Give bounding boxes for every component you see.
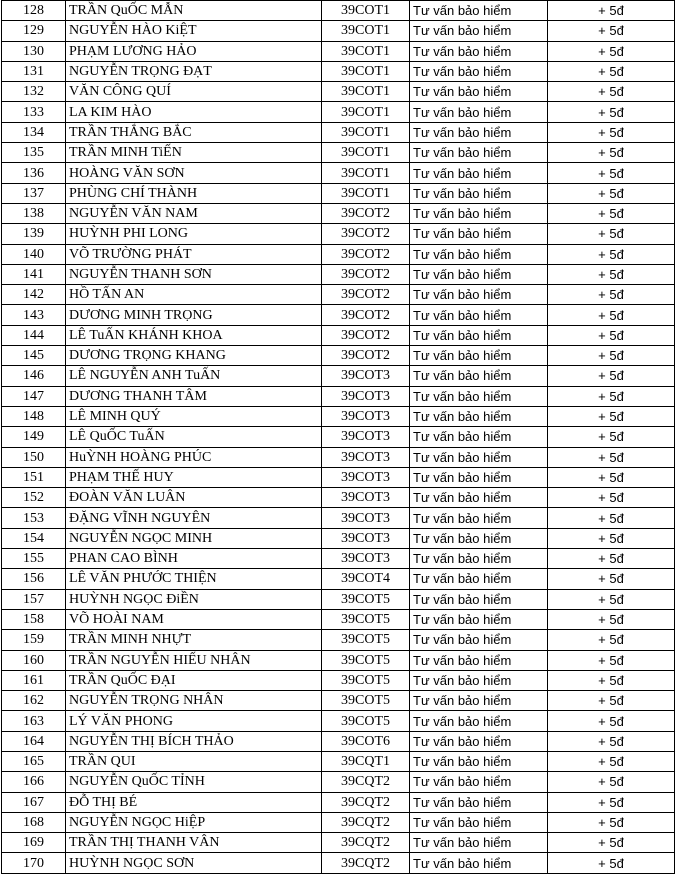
class-code-cell: 39COT3 [322, 447, 410, 467]
activity-cell: Tư vấn bảo hiểm [410, 305, 548, 325]
class-code-cell: 39COT1 [322, 143, 410, 163]
activity-cell: Tư vấn bảo hiểm [410, 386, 548, 406]
row-number-cell: 137 [2, 183, 66, 203]
class-code-cell: 39COT1 [322, 183, 410, 203]
row-number-cell: 136 [2, 163, 66, 183]
table-row [2, 427, 675, 447]
activity-cell: Tư vấn bảo hiểm [410, 163, 548, 183]
activity-cell: Tư vấn bảo hiểm [410, 630, 548, 650]
student-name-cell: LÊ QuỐC TuẤN [66, 427, 322, 447]
student-name-cell: TRẦN MINH TiẾN [66, 143, 322, 163]
student-name-cell: LÊ NGUYỄN ANH TuẤN [66, 366, 322, 386]
activity-cell: Tư vấn bảo hiểm [410, 346, 548, 366]
student-name-cell: DƯƠNG THANH TÂM [66, 386, 322, 406]
class-code-cell: 39COT1 [322, 122, 410, 142]
table-row [2, 224, 675, 244]
table-row [2, 751, 675, 771]
table-row [2, 305, 675, 325]
row-number-cell: 156 [2, 569, 66, 589]
class-code-cell: 39COT1 [322, 41, 410, 61]
row-number-cell: 161 [2, 670, 66, 690]
points-cell: + 5đ [548, 264, 675, 284]
row-number-cell: 135 [2, 143, 66, 163]
student-name-cell: DƯƠNG TRỌNG KHANG [66, 346, 322, 366]
student-name-cell: TRẦN THỊ THANH VÂN [66, 833, 322, 853]
class-code-cell: 39COT5 [322, 630, 410, 650]
student-name-cell: NGUYỄN TRỌNG NHÂN [66, 691, 322, 711]
points-cell: + 5đ [548, 386, 675, 406]
class-code-cell: 39COT1 [322, 163, 410, 183]
class-code-cell: 39COT5 [322, 609, 410, 629]
activity-cell: Tư vấn bảo hiểm [410, 812, 548, 832]
student-name-cell: VÕ TRƯỜNG PHÁT [66, 244, 322, 264]
activity-cell: Tư vấn bảo hiểm [410, 691, 548, 711]
table-row [2, 325, 675, 345]
row-number-cell: 140 [2, 244, 66, 264]
points-cell: + 5đ [548, 1, 675, 21]
row-number-cell: 153 [2, 508, 66, 528]
table-row [2, 366, 675, 386]
points-cell: + 5đ [548, 853, 675, 873]
activity-cell: Tư vấn bảo hiểm [410, 1, 548, 21]
student-name-cell: LÊ MINH QUÝ [66, 406, 322, 426]
activity-cell: Tư vấn bảo hiểm [410, 203, 548, 223]
activity-cell: Tư vấn bảo hiểm [410, 244, 548, 264]
activity-cell: Tư vấn bảo hiểm [410, 589, 548, 609]
table-row [2, 346, 675, 366]
class-code-cell: 39COT5 [322, 691, 410, 711]
class-code-cell: 39COT3 [322, 488, 410, 508]
table-row [2, 630, 675, 650]
row-number-cell: 169 [2, 833, 66, 853]
points-cell: + 5đ [548, 406, 675, 426]
table-row [2, 853, 675, 873]
points-cell: + 5đ [548, 305, 675, 325]
activity-cell: Tư vấn bảo hiểm [410, 467, 548, 487]
table-row [2, 122, 675, 142]
points-cell: + 5đ [548, 711, 675, 731]
row-number-cell: 144 [2, 325, 66, 345]
student-name-cell: NGUYỄN TRỌNG ĐẠT [66, 61, 322, 81]
row-number-cell: 142 [2, 285, 66, 305]
row-number-cell: 154 [2, 528, 66, 548]
student-name-cell: TRẦN QuỐC ĐẠI [66, 670, 322, 690]
student-name-cell: TRẦN QuỐC MẪN [66, 1, 322, 21]
class-code-cell: 39COT3 [322, 406, 410, 426]
points-cell: + 5đ [548, 528, 675, 548]
row-number-cell: 147 [2, 386, 66, 406]
activity-cell: Tư vấn bảo hiểm [410, 772, 548, 792]
activity-cell: Tư vấn bảo hiểm [410, 670, 548, 690]
row-number-cell: 139 [2, 224, 66, 244]
table-row [2, 203, 675, 223]
points-cell: + 5đ [548, 772, 675, 792]
table-row [2, 691, 675, 711]
row-number-cell: 152 [2, 488, 66, 508]
student-name-cell: NGUYỄN QuỐC TỈNH [66, 772, 322, 792]
activity-cell: Tư vấn bảo hiểm [410, 853, 548, 873]
class-code-cell: 39COT3 [322, 427, 410, 447]
table-row [2, 102, 675, 122]
points-cell: + 5đ [548, 203, 675, 223]
points-cell: + 5đ [548, 183, 675, 203]
student-name-cell: HOÀNG VĂN SƠN [66, 163, 322, 183]
points-cell: + 5đ [548, 41, 675, 61]
class-code-cell: 39CQT2 [322, 833, 410, 853]
points-cell: + 5đ [548, 143, 675, 163]
row-number-cell: 150 [2, 447, 66, 467]
points-cell: + 5đ [548, 427, 675, 447]
points-cell: + 5đ [548, 346, 675, 366]
row-number-cell: 130 [2, 41, 66, 61]
row-number-cell: 128 [2, 1, 66, 21]
row-number-cell: 151 [2, 467, 66, 487]
activity-cell: Tư vấn bảo hiểm [410, 528, 548, 548]
points-cell: + 5đ [548, 285, 675, 305]
table-body [2, 1, 675, 874]
row-number-cell: 167 [2, 792, 66, 812]
table-row [2, 264, 675, 284]
row-number-cell: 168 [2, 812, 66, 832]
activity-cell: Tư vấn bảo hiểm [410, 264, 548, 284]
class-code-cell: 39CQT1 [322, 751, 410, 771]
class-code-cell: 39COT3 [322, 366, 410, 386]
points-cell: + 5đ [548, 366, 675, 386]
table-row [2, 447, 675, 467]
points-cell: + 5đ [548, 447, 675, 467]
table-row [2, 386, 675, 406]
points-cell: + 5đ [548, 21, 675, 41]
activity-cell: Tư vấn bảo hiểm [410, 751, 548, 771]
activity-cell: Tư vấn bảo hiểm [410, 731, 548, 751]
table-row [2, 508, 675, 528]
student-name-cell: LA KIM HÀO [66, 102, 322, 122]
activity-cell: Tư vấn bảo hiểm [410, 508, 548, 528]
points-cell: + 5đ [548, 508, 675, 528]
points-cell: + 5đ [548, 569, 675, 589]
student-name-cell: TRẦN QUI [66, 751, 322, 771]
student-name-cell: HUỲNH PHI LONG [66, 224, 322, 244]
row-number-cell: 145 [2, 346, 66, 366]
student-name-cell: PHẠM LƯƠNG HẢO [66, 41, 322, 61]
student-name-cell: HỒ TẤN AN [66, 285, 322, 305]
points-cell: + 5đ [548, 833, 675, 853]
activity-cell: Tư vấn bảo hiểm [410, 549, 548, 569]
row-number-cell: 155 [2, 549, 66, 569]
class-code-cell: 39COT2 [322, 346, 410, 366]
class-code-cell: 39COT6 [322, 731, 410, 751]
class-code-cell: 39CQT2 [322, 792, 410, 812]
table-row [2, 569, 675, 589]
activity-cell: Tư vấn bảo hiểm [410, 61, 548, 81]
row-number-cell: 148 [2, 406, 66, 426]
table-row [2, 711, 675, 731]
row-number-cell: 143 [2, 305, 66, 325]
points-cell: + 5đ [548, 61, 675, 81]
activity-cell: Tư vấn bảo hiểm [410, 285, 548, 305]
class-code-cell: 39COT2 [322, 264, 410, 284]
points-cell: + 5đ [548, 589, 675, 609]
row-number-cell: 146 [2, 366, 66, 386]
points-cell: + 5đ [548, 488, 675, 508]
activity-cell: Tư vấn bảo hiểm [410, 488, 548, 508]
activity-cell: Tư vấn bảo hiểm [410, 650, 548, 670]
activity-cell: Tư vấn bảo hiểm [410, 447, 548, 467]
student-name-cell: ĐỖ THỊ BÉ [66, 792, 322, 812]
table-row [2, 731, 675, 751]
points-cell: + 5đ [548, 122, 675, 142]
table-row [2, 772, 675, 792]
class-code-cell: 39COT2 [322, 325, 410, 345]
class-code-cell: 39COT5 [322, 670, 410, 690]
activity-cell: Tư vấn bảo hiểm [410, 609, 548, 629]
class-code-cell: 39COT3 [322, 386, 410, 406]
class-code-cell: 39COT3 [322, 528, 410, 548]
activity-cell: Tư vấn bảo hiểm [410, 102, 548, 122]
student-name-cell: TRẦN NGUYỄN HIẾU NHÂN [66, 650, 322, 670]
class-code-cell: 39CQT2 [322, 772, 410, 792]
table-row [2, 812, 675, 832]
row-number-cell: 159 [2, 630, 66, 650]
class-code-cell: 39COT1 [322, 102, 410, 122]
row-number-cell: 166 [2, 772, 66, 792]
table-row [2, 406, 675, 426]
table-row [2, 163, 675, 183]
activity-cell: Tư vấn bảo hiểm [410, 21, 548, 41]
class-code-cell: 39COT2 [322, 285, 410, 305]
row-number-cell: 163 [2, 711, 66, 731]
class-code-cell: 39COT2 [322, 203, 410, 223]
row-number-cell: 162 [2, 691, 66, 711]
activity-cell: Tư vấn bảo hiểm [410, 792, 548, 812]
class-code-cell: 39COT5 [322, 589, 410, 609]
student-name-cell: HUỲNH NGỌC SƠN [66, 853, 322, 873]
activity-cell: Tư vấn bảo hiểm [410, 569, 548, 589]
row-number-cell: 138 [2, 203, 66, 223]
table-row [2, 792, 675, 812]
student-name-cell: TRẦN THẮNG BẮC [66, 122, 322, 142]
class-code-cell: 39COT1 [322, 82, 410, 102]
class-code-cell: 39COT5 [322, 711, 410, 731]
student-name-cell: HuỲNH HOÀNG PHÚC [66, 447, 322, 467]
points-cell: + 5đ [548, 691, 675, 711]
row-number-cell: 160 [2, 650, 66, 670]
table-row [2, 244, 675, 264]
points-cell: + 5đ [548, 549, 675, 569]
points-cell: + 5đ [548, 244, 675, 264]
student-name-cell: TRẦN MINH NHỰT [66, 630, 322, 650]
activity-cell: Tư vấn bảo hiểm [410, 224, 548, 244]
activity-cell: Tư vấn bảo hiểm [410, 406, 548, 426]
student-name-cell: NGUYỄN NGỌC MINH [66, 528, 322, 548]
student-name-cell: NGUYỄN THỊ BÍCH THẢO [66, 731, 322, 751]
activity-cell: Tư vấn bảo hiểm [410, 366, 548, 386]
class-code-cell: 39CQT2 [322, 812, 410, 832]
table-row [2, 670, 675, 690]
table-row [2, 285, 675, 305]
activity-cell: Tư vấn bảo hiểm [410, 82, 548, 102]
table-row [2, 21, 675, 41]
student-name-cell: NGUYỄN VĂN NAM [66, 203, 322, 223]
student-name-cell: LÊ VĂN PHƯỚC THIỆN [66, 569, 322, 589]
table-row [2, 1, 675, 21]
class-code-cell: 39COT3 [322, 549, 410, 569]
row-number-cell: 164 [2, 731, 66, 751]
row-number-cell: 132 [2, 82, 66, 102]
points-cell: + 5đ [548, 102, 675, 122]
student-name-cell: DƯƠNG MINH TRỌNG [66, 305, 322, 325]
class-code-cell: 39COT2 [322, 305, 410, 325]
activity-cell: Tư vấn bảo hiểm [410, 427, 548, 447]
table-row [2, 183, 675, 203]
table-row [2, 61, 675, 81]
student-name-cell: ĐẶNG VĨNH NGUYÊN [66, 508, 322, 528]
row-number-cell: 133 [2, 102, 66, 122]
class-code-cell: 39COT2 [322, 244, 410, 264]
student-name-cell: VÕ HOÀI NAM [66, 609, 322, 629]
points-cell: + 5đ [548, 751, 675, 771]
row-number-cell: 158 [2, 609, 66, 629]
row-number-cell: 129 [2, 21, 66, 41]
student-name-cell: PHÙNG CHÍ THÀNH [66, 183, 322, 203]
points-cell: + 5đ [548, 630, 675, 650]
activity-cell: Tư vấn bảo hiểm [410, 833, 548, 853]
points-cell: + 5đ [548, 224, 675, 244]
activity-cell: Tư vấn bảo hiểm [410, 325, 548, 345]
class-code-cell: 39COT1 [322, 1, 410, 21]
table-row [2, 467, 675, 487]
activity-cell: Tư vấn bảo hiểm [410, 143, 548, 163]
table-row [2, 528, 675, 548]
points-cell: + 5đ [548, 792, 675, 812]
points-cell: + 5đ [548, 731, 675, 751]
class-code-cell: 39COT3 [322, 467, 410, 487]
student-name-cell: PHẠM THẾ HUY [66, 467, 322, 487]
row-number-cell: 141 [2, 264, 66, 284]
class-code-cell: 39COT2 [322, 224, 410, 244]
points-cell: + 5đ [548, 609, 675, 629]
student-name-cell: ĐOÀN VĂN LUÂN [66, 488, 322, 508]
table-row [2, 833, 675, 853]
table-row [2, 143, 675, 163]
class-code-cell: 39COT5 [322, 650, 410, 670]
points-cell: + 5đ [548, 325, 675, 345]
table-row [2, 549, 675, 569]
student-name-cell: NGUYỄN HÀO KiỆT [66, 21, 322, 41]
student-points-table [1, 0, 675, 874]
activity-cell: Tư vấn bảo hiểm [410, 183, 548, 203]
points-cell: + 5đ [548, 650, 675, 670]
table-row [2, 609, 675, 629]
class-code-cell: 39CQT2 [322, 853, 410, 873]
row-number-cell: 165 [2, 751, 66, 771]
points-cell: + 5đ [548, 812, 675, 832]
row-number-cell: 170 [2, 853, 66, 873]
student-name-cell: VĂN CÔNG QUÍ [66, 82, 322, 102]
row-number-cell: 131 [2, 61, 66, 81]
row-number-cell: 134 [2, 122, 66, 142]
class-code-cell: 39COT4 [322, 569, 410, 589]
table-row [2, 650, 675, 670]
activity-cell: Tư vấn bảo hiểm [410, 711, 548, 731]
points-cell: + 5đ [548, 467, 675, 487]
class-code-cell: 39COT1 [322, 61, 410, 81]
activity-cell: Tư vấn bảo hiểm [410, 41, 548, 61]
student-name-cell: PHAN CAO BÌNH [66, 549, 322, 569]
points-cell: + 5đ [548, 82, 675, 102]
points-cell: + 5đ [548, 163, 675, 183]
points-cell: + 5đ [548, 670, 675, 690]
row-number-cell: 157 [2, 589, 66, 609]
row-number-cell: 149 [2, 427, 66, 447]
table-row [2, 488, 675, 508]
student-name-cell: NGUYỄN THANH SƠN [66, 264, 322, 284]
activity-cell: Tư vấn bảo hiểm [410, 122, 548, 142]
student-name-cell: HUỲNH NGỌC ĐiỀN [66, 589, 322, 609]
table-row [2, 589, 675, 609]
table-row [2, 82, 675, 102]
class-code-cell: 39COT3 [322, 508, 410, 528]
table-row [2, 41, 675, 61]
student-name-cell: LÝ VĂN PHONG [66, 711, 322, 731]
student-name-cell: LÊ TuẤN KHÁNH KHOA [66, 325, 322, 345]
student-name-cell: NGUYỄN NGỌC HiỆP [66, 812, 322, 832]
class-code-cell: 39COT1 [322, 21, 410, 41]
